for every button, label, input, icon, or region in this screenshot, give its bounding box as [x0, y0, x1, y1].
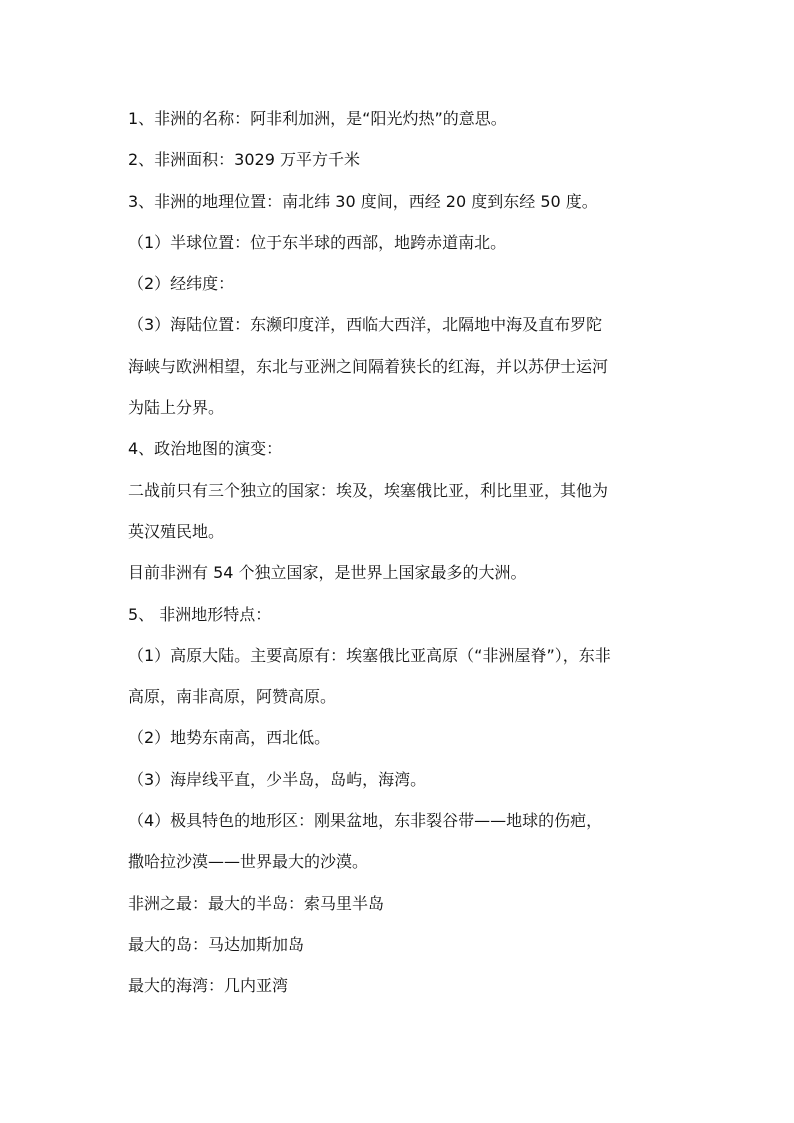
text-line-13: 5、 非洲地形特点： — [128, 604, 272, 624]
text-line-10: 二战前只有三个独立的国家：埃及，埃塞俄比亚，利比里亚，其他为 — [128, 480, 609, 500]
text-line-3: 3、非洲的地理位置：南北纬 30 度间，西经 20 度到东经 50 度。 — [128, 191, 598, 211]
text-line-16: （2）地势东南高，西北低。 — [128, 728, 331, 748]
text-line-11: 英汉殖民地。 — [128, 521, 225, 541]
text-line-20: 非洲之最：最大的半岛：索马里半岛 — [128, 893, 385, 913]
document-body — [128, 104, 673, 1013]
text-line-5: （2）经纬度： — [128, 274, 235, 294]
text-line-14: （1）高原大陆。主要高原有：埃塞俄比亚高原（“非洲屋脊”），东非 — [128, 645, 611, 665]
text-line-19: 撒哈拉沙漠——世界最大的沙漠。 — [128, 852, 369, 872]
text-line-21: 最大的岛：马达加斯加岛 — [128, 934, 305, 954]
text-line-4: （1）半球位置：位于东半球的西部，地跨赤道南北。 — [128, 232, 507, 252]
text-line-6: （3）海陆位置：东濒印度洋，西临大西洋，北隔地中海及直布罗陀 — [128, 315, 603, 335]
text-line-17: （3）海岸线平直，少半岛，岛屿，海湾。 — [128, 769, 427, 789]
text-line-2: 2、非洲面积：3029 万平方千米 — [128, 150, 360, 170]
text-line-8: 为陆上分界。 — [128, 398, 225, 418]
text-line-15: 高原，南非高原，阿赞高原。 — [128, 687, 337, 707]
text-line-12: 目前非洲有 54 个独立国家，是世界上国家最多的大洲。 — [128, 563, 527, 583]
text-line-1: 1、非洲的名称：阿非利加洲，是“阳光灼热”的意思。 — [128, 109, 507, 128]
text-line-22: 最大的海湾：几内亚湾 — [128, 976, 289, 996]
text-line-9: 4、政治地图的演变： — [128, 439, 283, 459]
text-line-7: 海峡与欧洲相望，东北与亚洲之间隔着狭长的红海，并以苏伊士运河 — [128, 356, 609, 376]
text-line-18: （4）极具特色的地形区：刚果盆地，东非裂谷带——地球的伤疤， — [128, 811, 603, 831]
